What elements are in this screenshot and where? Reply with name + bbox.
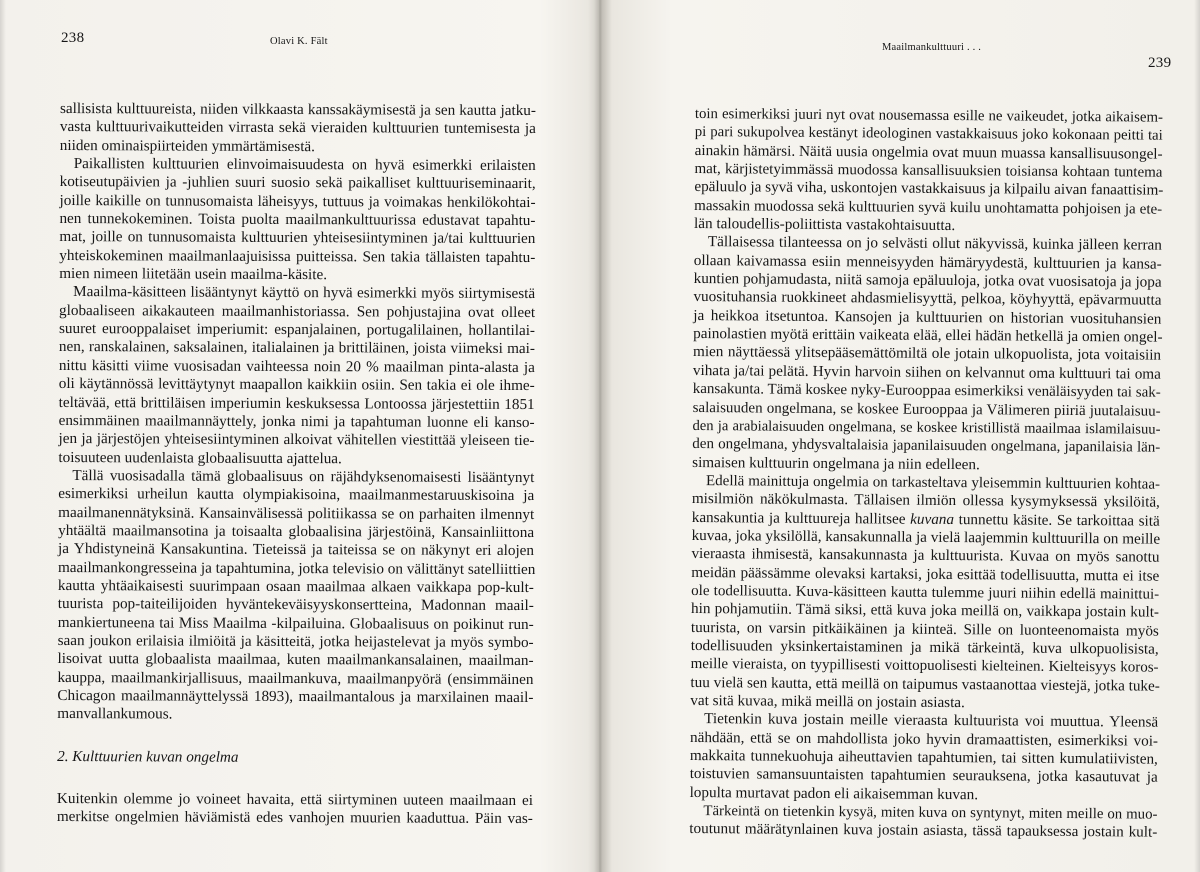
emphasized-term: kuvana [910,510,955,528]
text-line: ja heikkoa itsetuntoa. Kansojen ja kulttuurien on historian vuosituhansien [693,306,1162,328]
text-line: vuosituhansia ruokkineet ahdasmielisyyttä, pelkoa, köyhyyttä, epävarmuutta [693,288,1162,310]
text-line: kautta yhtäaikaisesti suurimpaan osaan maailmaa alkaen vaikkapa pop-kult- [57,576,534,597]
text-line: vihata ja/tai pelätä. Hyvin harvoin siihen on kelvannut oma kulttuuri tai oma [692,361,1161,383]
text-line: nittu käsitti viime vuosisadan vaihteessa noin 20 % maailman pinta-alasta ja [58,356,535,376]
text-line: vat sitä kuvaa, mikä meillä on jostain asiasta. [690,691,965,712]
text-line: mankiertuneena tai Miss Maailma -kilpailuina. Globaalisuus on poikinut run- [57,613,534,633]
text-line: hin pohjamutiin. Tämä siksi, että kuva joka meillä on, vaikkapa jostain kult- [690,600,1160,621]
right-running-head: Maailmankulttuuri . . . [882,42,982,53]
text-line: Tärkeintä on tietenkin kysyä, miten kuva on syntynyt, miten meille on muo- [703,803,1158,823]
text-line: tuurista, on varsin pitkäikäinen ja kiinteä. Sille on luonteenomaista myös [690,618,1159,640]
text-line: teltävää, että brittiläisen imperiumin keskuksessa Lontoossa järjestettiin 1851 [58,393,535,413]
text-line: kansakunta. Tämä koskee nyky-Eurooppaa esimerkiksi venäläisyyden tai sak- [692,381,1161,401]
text-line: ensimmäinen maailmannäyttely, jonka nimi ja tapahtuman luonne eli kanso- [58,411,535,431]
text-line: kuntien pohjamudasta, niitä samoja epäluuloja, jotka ovat vuosisatoja ja jopa [693,270,1162,291]
text-line: toistuvien samansuuntaisten tapahtumien seurauksena, jotka kasautuvat ja [689,765,1158,787]
text-line: Tällaisessa tilanteessa on jo selvästi ollut näkyvissä, kuinka jälleen kerran [707,233,1162,255]
text-line: kotiseutupäivien ja -juhlien suuri suosio sekä paikalliset kulttuuriseminaarit, [59,173,536,193]
text-line: salaisuuden ongelmana, se koskee Eurooppaa ja Välimeren piiriä juutalaisuu- [692,399,1161,420]
text-line: vasta kulttuurivaikutteiden virrasta sekä vieraiden kulttuurien tuntemisesta ja [59,118,536,138]
text-line: oli käytännössä levittäytynyt maapallon kaikkiin osiin. Sen takia ei ole ihme- [58,375,535,395]
text-line: sallisista kulttuureista, niiden vilkkaasta kanssakäymisestä ja sen kautta jatku- [59,100,536,120]
text-line: nen tunnekokeminen. Toista puolta maailmankulttuurissa edustavat tapahtu- [59,210,536,230]
left-body-text [57,100,536,829]
page-edge-left [0,0,6,872]
right-page [600,0,1200,872]
text-line: Kuitenkin olemme jo voineet havaita, että siirtyminen uuteen maailmaan ei [56,790,533,810]
text-line: meille vieraista, on tyypillisesti voittopuolisesti kielteinen. Kielteisyys koros- [690,656,1159,676]
text-line: suuret eurooppalaiset imperiumit: espanjalainen, portugalilainen, hollantilai- [58,320,536,340]
text-line: joille kaikille on tunnusomaista läheisyys, tuttuus ja voimakas henkilökohtai- [59,191,536,211]
text-line: ja Yhdistyneinä Kansakuntina. Tieteissä ja taiteissa se on näkynyt eri alojen [58,540,535,560]
text-line: Tällä vuosisadalla tämä globaalisuus on räjähdyksenomaisesti lisääntynyt [72,466,535,486]
text-line: niiden ominaispiirteiden ymmärtämisestä. [59,136,316,155]
right-body-text [689,105,1163,842]
text-line: maailmanennätyksinä. Kansainvälisessä politiikassa se on parhaiten ilmennyt [58,503,535,523]
section-heading: 2. Kulttuurien kuvan ongelma [57,747,239,766]
text-line: massakin muodossa sekä kulttuurien syvä kuilu unohtamatta pohjoisen ja ete- [694,197,1163,218]
text-line: mat, kärjistetyimmässä muodossa kansallisuuksien toisiansa kohtaan tuntema [694,161,1163,181]
text-line: mien nimeen liitetään usein maailma-käsite. [59,265,328,284]
text-line: den ja arabialaisuuden ongelmana, se koskee kristillistä maailmaa islamilaisuu- [692,417,1161,438]
left-running-head: Olavi K. Fält [270,36,328,47]
text-line: maailmankongresseina ja tapahtumina, jotka televisio on välittänyt satelliittien [57,558,536,578]
text-line: kansakuntia ja kulttuureja hallitsee kuvana tunnettu käsite. Se tarkoittaa sitä [691,508,1160,530]
text-line: merkitse ongelmien häviämistä edes vanhojen muurien kaaduttua. Päin vas- [56,808,533,828]
text-line: jen ja järjestöjen yhteisesiintyminen alkoivat vähitellen viestittää yleiseen tie- [58,430,535,450]
text-line: todellisuuden yksinkertaistaminen ja mikä tärkeintä, kuva ulkopuolisista, [690,636,1159,658]
text-line: kuvaa, joka yksilöllä, kansakunnalla ja vielä laajemmin kulttuurilla on meille [691,526,1161,548]
text-line: misilmiön näkökulmasta. Tällaisen ilmiön ollessa kysymyksessä yksilöitä, [691,490,1160,511]
text-line: saan joukon erilaisia ilmiöitä ja käsitteitä, jotka heijastelevat ja myös symbo- [57,631,534,652]
text-line: yhteiskokeminen maailmanlaajuisissa puitteissa. Sen takia tällaisten tapahtu- [59,246,536,266]
text-line: nähdään, että se on mahdollista joko hyvin dramaattisten, esimerkiksi voi- [689,728,1159,750]
text-line: epäluulo ja syvä viha, uskontojen vastakkaisuus ja kilpailu aivan fanaattisim- [694,178,1164,200]
text-line: kauppa, maailmankirjallisuus, maailmankuva, maailmanpyörä (ensimmäinen [57,668,534,688]
text-line: län taloudellis-poliittista vastakohtaisuutta. [694,215,956,235]
text-line: esimerkiksi urheilun kautta olympiakisoina, maailmanmestaruuskisoina ja [58,485,535,505]
text-line: lopulta murtavat padon eli aikaisemman kuvan. [689,783,979,803]
text-line: toutunut määrätynlainen kuva jostain asiasta, tässä tapauksessa jostain kult- [689,820,1158,842]
text-line: manvallankumous. [57,705,173,723]
left-page-number: 238 [61,30,85,46]
text-line: toin esimerkiksi juuri nyt ovat nousemassa esille ne vaikeudet, jotka aikaisem- [694,105,1163,126]
text-line: lisoivat uutta globaalista maailmaa, kuten maailmankansalainen, maailman- [57,650,534,670]
text-line: Paikallisten kulttuurien elinvoimaisuudesta on hyvä esimerkki erilaisten [73,155,536,175]
text-line: tuu vielä sen kautta, että meillä on taipumus vastaanottaa viestejä, jotka tuke- [690,673,1160,695]
text-line: Edellä mainittuja ongelmia on tarkasteltava yleisemmin kulttuurien kohtaa- [705,472,1161,493]
text-line: mat, joille on tunnusomaista kulttuurien yhteisesiintyminen ja/tai kulttuurien [59,228,536,248]
text-line: pi pari sukupolvea kestänyt ideologinen vastakkaisuus joko kokonaan peitti tai [694,124,1163,145]
text-line: globaaliseen aikakauteen maailmanhistoriassa. Sen pohjustajina ovat olleet [59,301,536,321]
text-line: simaisen kulttuurin ongelmana ja niin edelleen. [692,453,980,473]
text-line: makkaita tunnekuohuja aiheuttavien tapahtumien, tai sitten kumulatiivisten, [689,747,1158,768]
text-line: Tietenkin kuva jostain meille vieraasta kultuurista voi muuttua. Yleensä [704,710,1159,732]
text-line: painolastien myötä erittäin vaikeata elää, ellei hädän hetkellä ja omien ongel- [693,325,1163,346]
text-line: ainakin hämärsi. Näitä uusia ongelmia ovat muun muassa kansallisuusongel- [694,141,1163,163]
text-line: ole todellisuutta. Kuva-käsitteen kautta tulemme juuri niihin edellä mainittui- [691,582,1160,603]
text-line: ollaan kaivamassa esiin menneisyyden hämäryydestä, kulttuurien ja kansa- [693,251,1162,273]
text-line: Maailma-käsitteen lisääntynyt käyttö on hyvä esimerkki myös siirtymisestä [73,283,536,303]
text-line: den ongelmana, yhdysvaltalaisia japanilaisuuden ongelmana, japanilaisia län- [692,436,1161,456]
page-edge-right [1194,0,1200,872]
text-line: vieraasta ihmisestä, kansakunnasta ja kulttuurista. Kuvaa on myös sanottu [691,545,1160,566]
text-line: mien näyttäessä ylitsepääsemättömiltä ole jotain ulkopuolista, jota voitaisiin [692,343,1162,365]
text-line: tuurista pop-taiteilijoiden hyväntekeväisyyskonsertteina, Madonnan maail- [57,595,534,615]
text-line: Chicagon maailmannäyttelyssä 1893), maailmantalous ja marxilainen maail- [57,686,534,707]
text-line: yhtäältä maailmansotina ja toisaalta globaalisina järjestöinä, Kansainliittona [58,521,535,541]
text-line: meidän päässämme olevaksi kartaksi, joka esittää todellisuutta, mutta ei itse [691,563,1160,585]
text-line: nen, ranskalainen, saksalainen, italialainen ja brittiläinen, joista viimeksi mai- [58,338,535,358]
text-line: toisuuteen uudenlaista globaalisuutta ajattelua. [58,448,342,467]
right-page-number: 239 [1148,55,1172,71]
